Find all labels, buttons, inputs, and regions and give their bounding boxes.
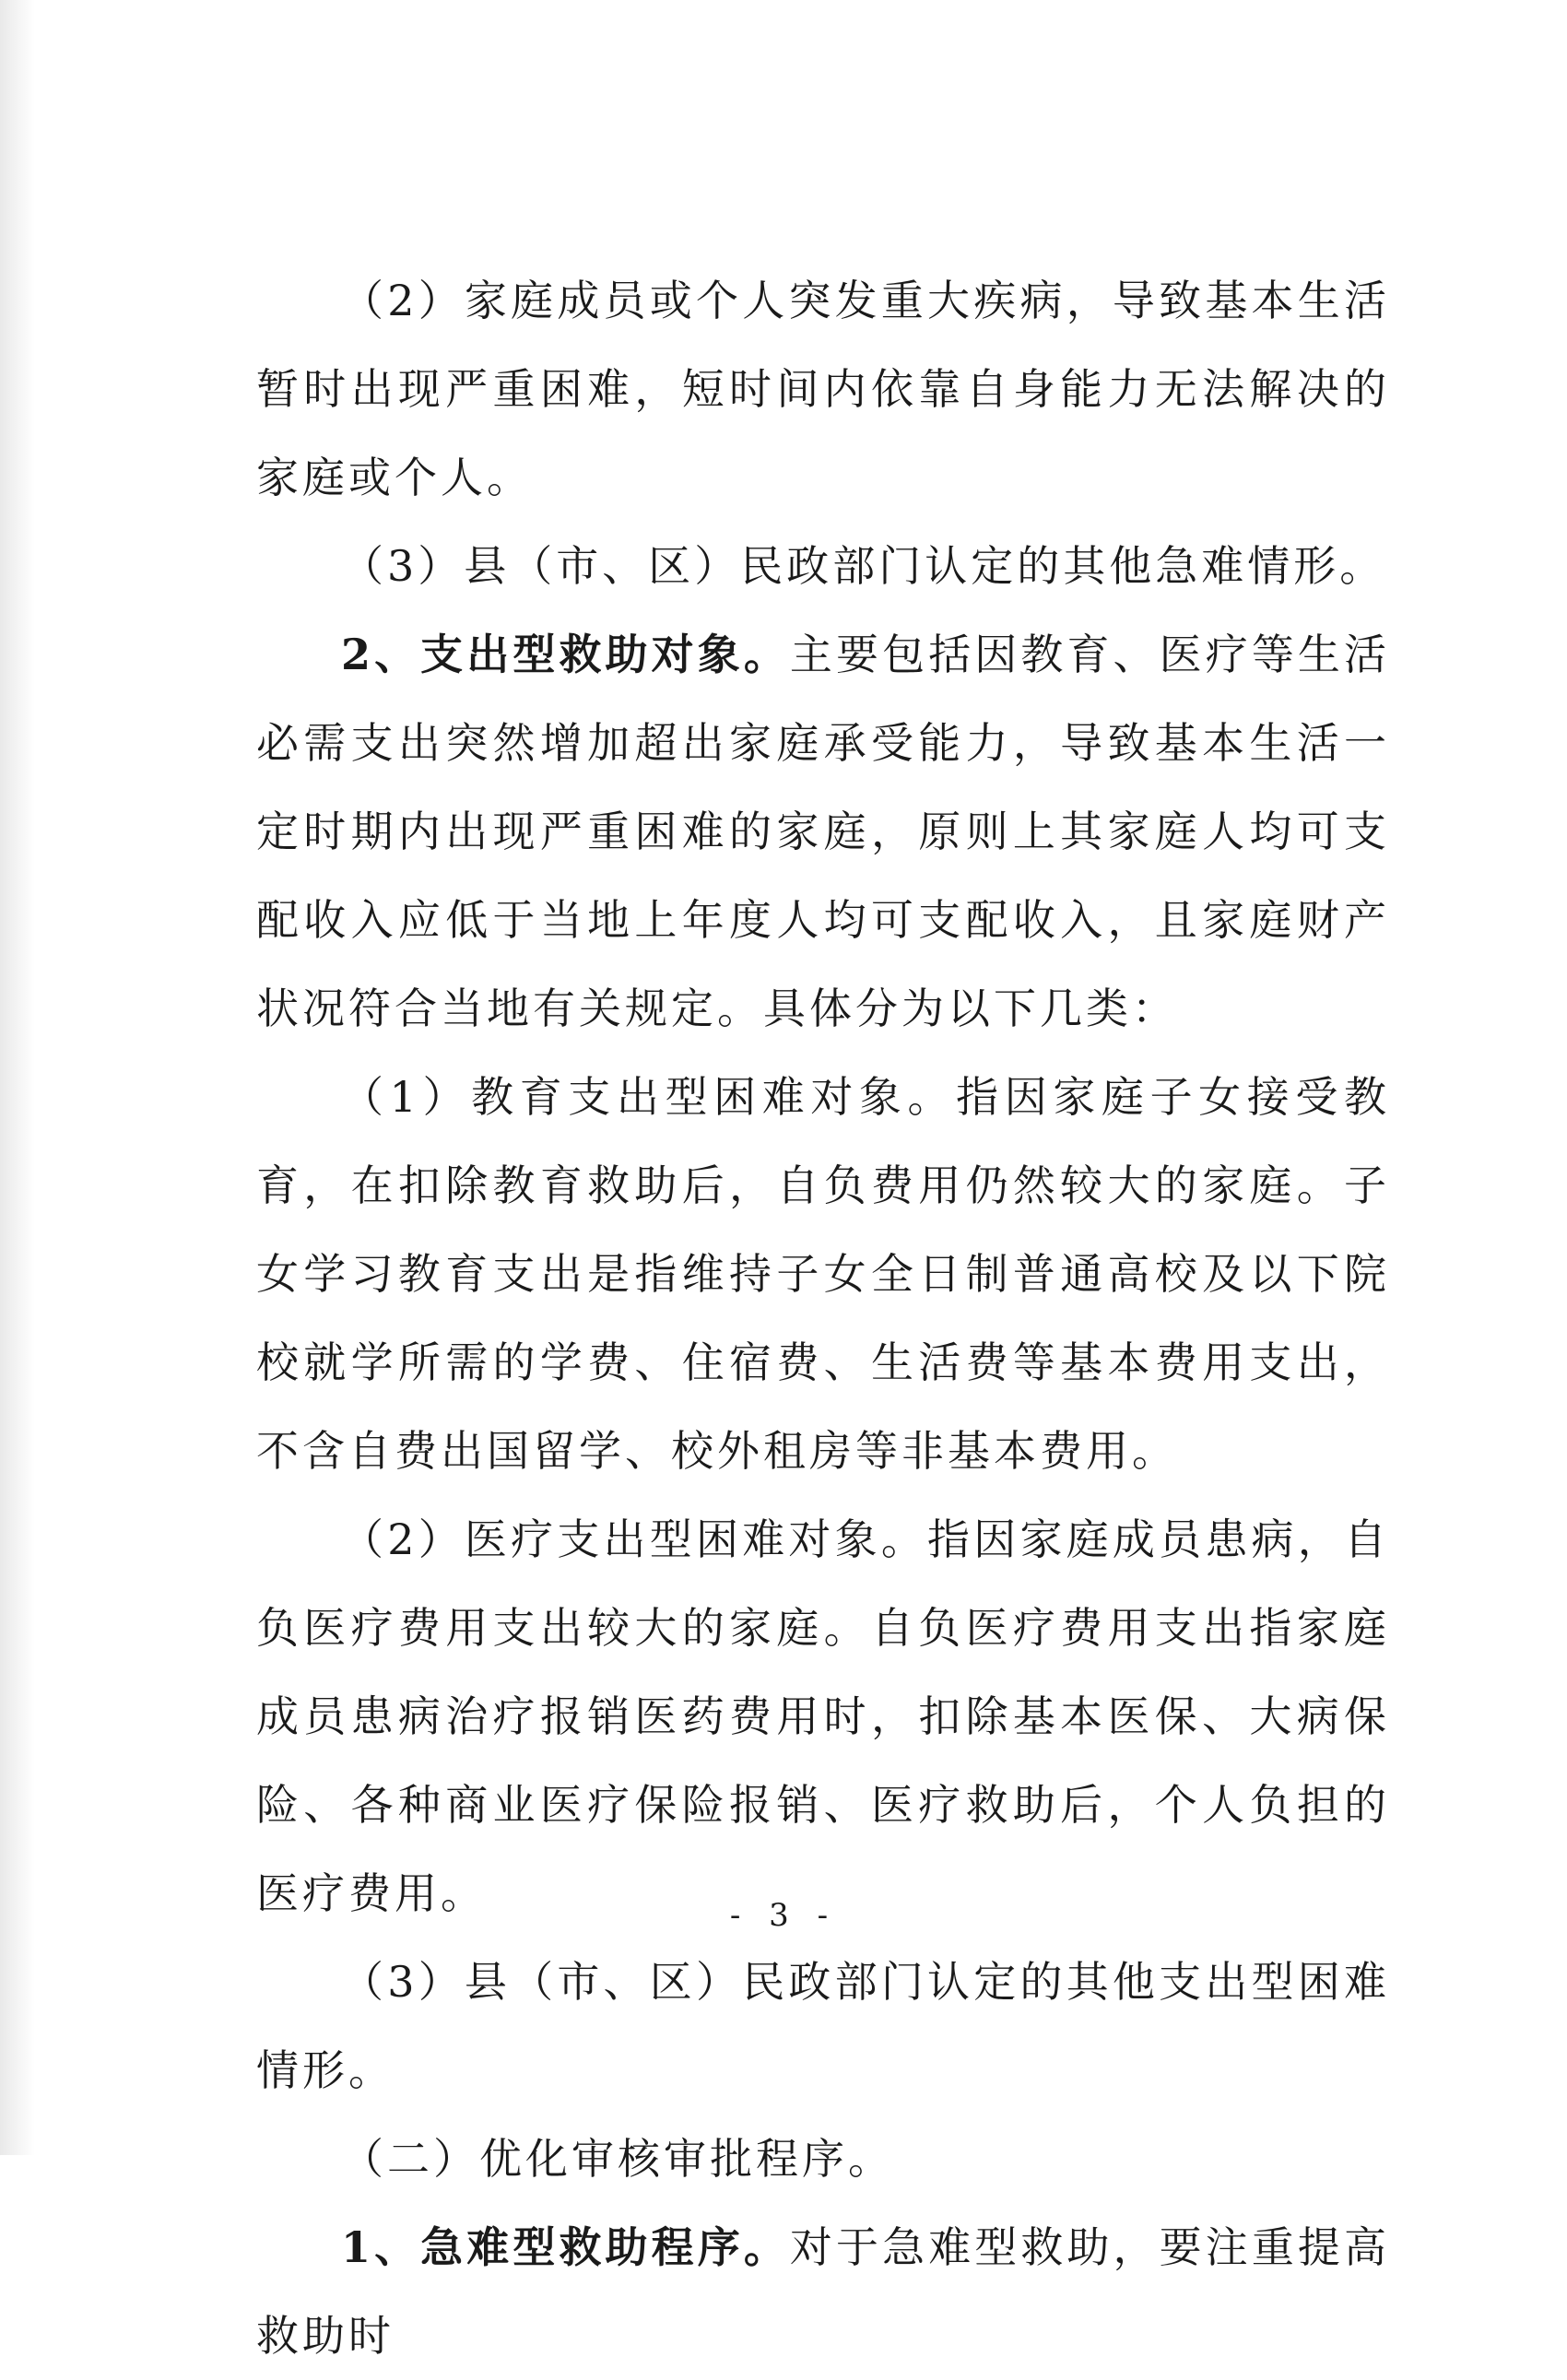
paragraph-expenditure-recipients: 2、支出型救助对象。主要包括因教育、医疗等生活必需支出突然增加超出家庭承受能力，导致基本生活一定时期内出现严重困难的家庭，原则上其家庭人均可支配收入应低于当地上年度人均可支配收入，且家庭财产状况符合当地有关规定。具体分为以下几类： bbox=[256, 630, 1391, 1033]
paragraph-serious-illness: （2）家庭成员或个人突发重大疾病，导致基本生活暂时出现严重困难，短时间内依靠自身能力无法解决的家庭或个人。 bbox=[256, 276, 1390, 502]
paragraph-emergency-procedure: 1、急难型救助程序。对于急难型救助，要注重提高救助时 bbox=[256, 2222, 1391, 2361]
paragraph-review-procedure: （二）优化审核审批程序。 bbox=[341, 2134, 894, 2184]
section-heading-emergency-procedure: 1、急难型救助程序。 bbox=[341, 2222, 790, 2272]
paragraph-other-expenditure: （3）县（市、区）民政部门认定的其他支出型困难情形。 bbox=[256, 1957, 1390, 2095]
page-number: - 3 - bbox=[729, 1897, 838, 1934]
scan-edge-shadow bbox=[0, 0, 35, 2155]
paragraph-education-expenditure: （1）教育支出型困难对象。指因家庭子女接受教育，在扣除教育救助后，自负费用仍然较大的家庭。子女学习教育支出是指维持子女全日制普通高校及以下院校就学所需的学费、住宿费、生活费等基本费用支出，不含自费出国留学、校外租房等非基本费用。 bbox=[256, 1072, 1390, 1476]
section-heading-expenditure: 2、支出型救助对象。 bbox=[341, 630, 790, 679]
paragraph-other-emergency: （3）县（市、区）民政部门认定的其他急难情形。 bbox=[341, 541, 1386, 591]
document-body bbox=[256, 256, 1390, 2380]
paragraph-medical-expenditure: （2）医疗支出型困难对象。指因家庭成员患病，自负医疗费用支出较大的家庭。自负医疗费用支出指家庭成员患病治疗报销医药费用时，扣除基本医保、大病保险、各种商业医疗保险报销、医疗救助后，个人负担的医疗费用。 bbox=[256, 1514, 1390, 1918]
